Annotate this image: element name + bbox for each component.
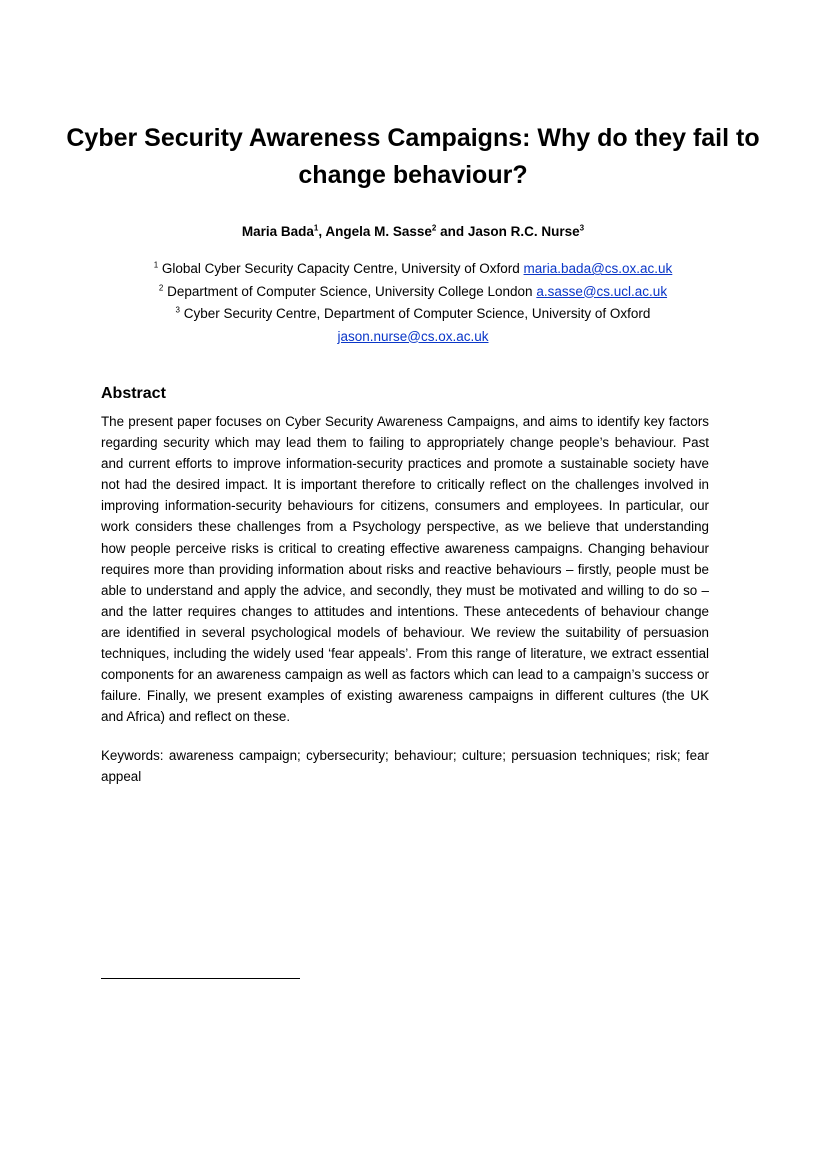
affiliation-text: Cyber Security Centre, Department of Computer Science, University of Oxford xyxy=(180,306,651,321)
email-link[interactable]: maria.bada@cs.ox.ac.uk xyxy=(523,261,673,276)
author-affiliation-mark: 1 xyxy=(313,223,319,233)
author-affiliation-mark: 3 xyxy=(579,223,585,233)
paper-title: Cyber Security Awareness Campaigns: Why do they fail to change behaviour? xyxy=(66,124,760,189)
author-separator: and xyxy=(436,224,468,239)
abstract-heading: Abstract xyxy=(101,385,166,402)
affiliation-mark: 2 xyxy=(158,283,164,292)
abstract-text: The present paper focuses on Cyber Security Awareness Campaigns, and aims to identify key factors regarding security which may lead them to failing to appropriately change people’s behaviour. Past and current efforts to improve information-security practices and promote a sustainable society have not had the desired impact. It is important therefore to critically reflect on the challenges involved in improving information-security behaviours for citizens, consumers and employees. In particular, our work considers these challenges from a Psychology perspective, as we believe that understanding how people perceive risks is critical to creating effective awareness campaigns. Changing behaviour requires more than providing information about risks and reactive behaviours – firstly, people must be able to understand and apply the advice, and secondly, they must be motivated and willing to do so – and the latter requires changes to attitudes and intentions. These antecedents of behaviour change are identified in several psychological models of behaviour. We review the suitability of persuasion techniques, including the widely used ‘fear appeals’. From this range of literature, we extract essential components for an awareness campaign as well as factors which can lead to a campaign’s success or failure. Finally, we present examples of existing awareness campaigns in different cultures (the UK and Africa) and reflect on these. xyxy=(101,414,709,725)
author-separator: , xyxy=(318,224,326,239)
affiliation-line xyxy=(60,303,766,326)
email-link[interactable]: a.sasse@cs.ucl.ac.uk xyxy=(536,283,668,299)
author-line xyxy=(60,222,766,242)
affiliation-text: Department of Computer Science, University College London xyxy=(163,283,537,299)
affiliation-mark: 1 xyxy=(153,260,159,270)
email-link[interactable]: jason.nurse@cs.ox.ac.uk xyxy=(337,328,489,344)
affiliation-text: Global Cyber Security Capacity Centre, University of Oxford xyxy=(158,261,524,276)
footnote-divider xyxy=(101,978,300,979)
author-name: Maria Bada xyxy=(241,224,314,239)
affiliation-line xyxy=(60,281,766,304)
affiliation-line xyxy=(60,258,766,281)
affiliations xyxy=(60,258,766,348)
affiliation-mark: 3 xyxy=(175,305,180,315)
affiliation-line xyxy=(60,326,766,349)
keywords: Keywords: awareness campaign; cybersecurity; behaviour; culture; persuasion techniques; risk; fear appeal xyxy=(101,748,709,785)
author-name: Jason R.C. Nurse xyxy=(467,224,580,239)
author-name: Angela M. Sasse xyxy=(325,224,432,239)
author-affiliation-mark: 2 xyxy=(431,223,437,233)
